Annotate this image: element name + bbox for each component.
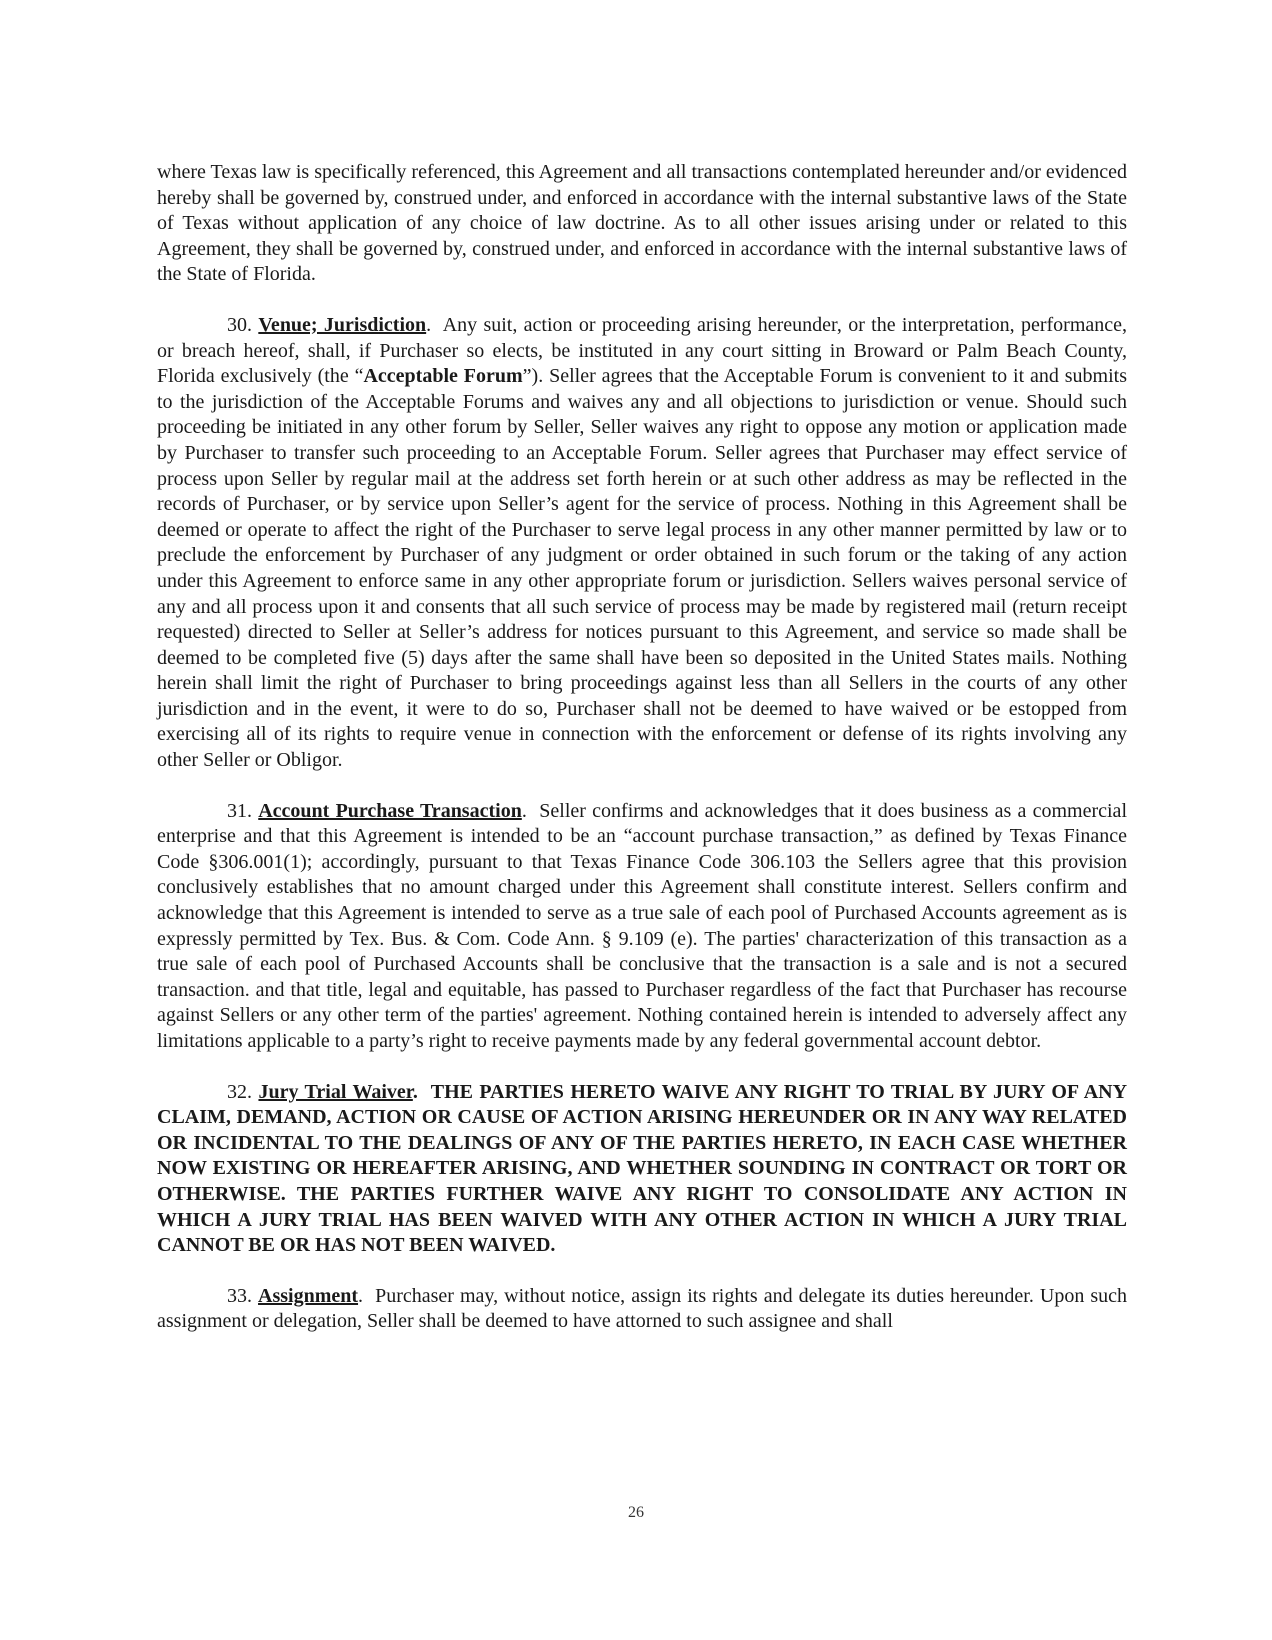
- section-30-venue-jurisdiction: [157, 313, 1127, 774]
- section-text: Seller confirms and acknowledges that it does business as a commercial enterprise and that this Agreement is intended to be an “account purchase transaction,” as defined by Texas Finance Code §306.001(1); accordingly, pursuant to that Texas Finance Code 306.103 the Sellers agree that this provision conclusively establishes that no amount charged under this Agreement shall constitute interest. Sellers confirm and acknowledge that this Agreement is intended to serve as a true sale of each pool of Purchased Accounts agreement as is expressly permitted by Tex. Bus. & Com. Code Ann. § 9.109 (e). The parties' characterization of this transaction as a true sale of each pool of Purchased Accounts shall be conclusive that the transaction is a sale and is not a secured transaction. and that title, legal and equitable, has passed to Purchaser regardless of the fact that Purchaser has recourse against Sellers or any other term of the parties' agreement. Nothing contained herein is intended to adversely affect any limitations applicable to a party’s right to receive payments made by any federal governmental account debtor.: [157, 799, 1127, 1052]
- page-number: 26: [628, 1504, 644, 1521]
- section-33-assignment: [157, 1284, 1127, 1335]
- section-text: Purchaser may, without notice, assign its rights and delegate its duties hereunder. Upon such assignment or delegation, Seller shall be deemed to have attorned to such assignee and shall: [157, 1284, 1128, 1333]
- heading-suffix: .: [412, 1080, 418, 1103]
- section-number: 30.: [227, 313, 252, 336]
- defined-term: Acceptable Forum: [363, 365, 523, 388]
- document-body: [157, 160, 1127, 1360]
- section-heading: Account Purchase Transaction: [258, 799, 522, 822]
- section-heading: Jury Trial Waiver: [258, 1080, 413, 1103]
- section-heading: Assignment: [258, 1284, 359, 1307]
- section-heading: Venue; Jurisdiction: [258, 313, 427, 336]
- section-number: 33.: [227, 1284, 252, 1307]
- section-number: 31.: [227, 799, 252, 822]
- heading-suffix: .: [358, 1284, 364, 1307]
- section-32-jury-trial-waiver: [157, 1080, 1127, 1259]
- heading-suffix: .: [521, 799, 527, 822]
- section-text-after: ”). Seller agrees that the Acceptable Forum is convenient to it and submits to the jurisdiction of the Acceptable Forums and waives any and all objections to jurisdiction or venue. Should such proceeding be initiated in any other forum by Seller, Seller waives any right to oppose any motion or application made by Purchaser to transfer such proceeding to an Acceptable Forum. Seller agrees that Purchaser may effect service of process upon Seller by regular mail at the address set forth herein or at such other address as may be reflected in the records of Purchaser, or by service upon Seller’s agent for the service of process. Nothing in this Agreement shall be deemed or operate to affect the right of the Purchaser to serve legal process in any other manner permitted by law or to preclude the enforcement by Purchaser of any judgment or order obtained in such forum or the taking of any action under this Agreement to enforce same in any other appropriate forum or jurisdiction. Sellers waives personal service of any and all process upon it and consents that all such service of process may be made by registered mail (return receipt requested) directed to Seller at Seller’s address for notices pursuant to this Agreement, and service so made shall be deemed to be completed five (5) days after the same shall have been so deposited in the United States mails. Nothing herein shall limit the right of Purchaser to bring proceedings against less than all Sellers in the courts of any other jurisdiction and in the event, it were to do so, Purchaser shall not be deemed to have waived or be estopped from exercising all of its rights to require venue in connection with the enforcement or defense of its rights involving any other Seller or Obligor.: [157, 365, 1128, 772]
- heading-suffix: .: [426, 313, 432, 336]
- section-number: 32.: [227, 1080, 252, 1103]
- continuation-paragraph: [157, 160, 1127, 288]
- continuation-text: where Texas law is specifically referenced, this Agreement and all transactions contemplated hereunder and/or evidenced hereby shall be governed by, construed under, and enforced in accordance with the internal substantive laws of the State of Texas without application of any choice of law doctrine. As to all other issues arising under or related to this Agreement, they shall be governed by, construed under, and enforced in accordance with the internal substantive laws of the State of Florida.: [157, 161, 1127, 286]
- section-text-before: Any suit, action or proceeding arising hereunder, or the interpretation, performance, or breach hereof, shall, if Purchaser so elects, be instituted in any court sitting in Broward or Palm Beach County, Florida exclusively (the “: [157, 313, 1128, 388]
- section-text: THE PARTIES HERETO WAIVE ANY RIGHT TO TRIAL BY JURY OF ANY CLAIM, DEMAND, ACTION OR CAUSE OF ACTION ARISING HEREUNDER OR IN ANY WAY RELATED OR INCIDENTAL TO THE DEALINGS OF ANY OF THE PARTIES HERETO, IN EACH CASE WHETHER NOW EXISTING OR HEREAFTER ARISING, AND WHETHER SOUNDING IN CONTRACT OR TORT OR OTHERWISE. THE PARTIES FURTHER WAIVE ANY RIGHT TO CONSOLIDATE ANY ACTION IN WHICH A JURY TRIAL HAS BEEN WAIVED WITH ANY OTHER ACTION IN WHICH A JURY TRIAL CANNOT BE OR HAS NOT BEEN WAIVED.: [157, 1080, 1128, 1257]
- section-31-account-purchase-transaction: [157, 799, 1127, 1055]
